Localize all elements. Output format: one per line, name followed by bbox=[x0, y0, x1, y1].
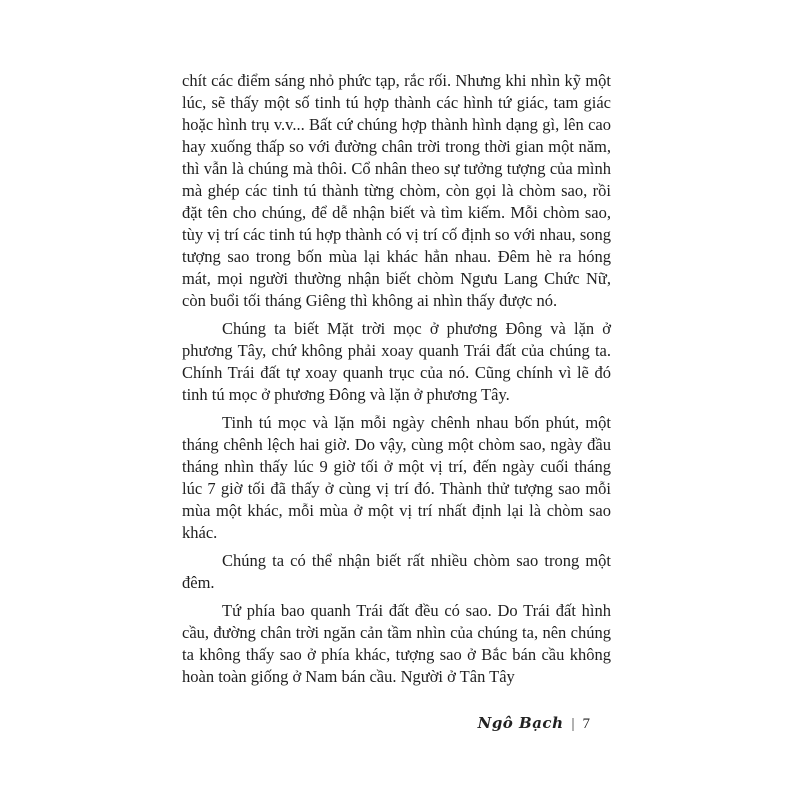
paragraph: chít các điểm sáng nhỏ phức tạp, rắc rối. Nhưng khi nhìn kỹ một lúc, sẽ thấy một số tinh tú hợp thành các hình tứ giác, tam giác hoặc hình trụ v.v... Bất cứ chúng hợp thành hình dạng gì, lên cao hay xuống thấp so với đường chân trời trong thời gian một năm, thì vẫn là chúng mà thôi. Cổ nhân theo sự tưởng tượng của mình mà ghép các tinh tú thành từng chòm, còn gọi là chòm sao, rồi đặt tên cho chúng, để dễ nhận biết và tìm kiếm. Mỗi chòm sao, tùy vị trí các tinh tú hợp thành có vị trí cố định so với nhau, song tượng sao trong bốn mùa lại khác hẳn nhau. Đêm hè ra hóng mát, mọi người thường nhận biết chòm Ngưu Lang Chức Nữ, còn buổi tối tháng Giêng thì không ai nhìn thấy được nó. bbox=[182, 71, 611, 310]
paragraph: Tứ phía bao quanh Trái đất đều có sao. Do Trái đất hình cầu, đường chân trời ngăn cản tầm nhìn của chúng ta, nên chúng ta không thấy sao ở phía khác, tượng sao ở Bắc bán cầu không hoàn toàn giống ở Nam bán cầu. Người ở Tân Tây bbox=[182, 601, 611, 686]
paragraph: Chúng ta có thể nhận biết rất nhiều chòm sao trong một đêm. bbox=[182, 551, 611, 592]
paragraph: Chúng ta biết Mặt trời mọc ở phương Đông và lặn ở phương Tây, chứ không phải xoay quanh Trái đất của chúng ta. Chính Trái đất tự xoay quanh trục của nó. Cũng chính vì lẽ đó tinh tú mọc ở phương Đông và lặn ở phương Tây. bbox=[182, 319, 611, 404]
body-text bbox=[182, 70, 611, 688]
page-number: 7 bbox=[582, 716, 590, 732]
paragraph: Tinh tú mọc và lặn mỗi ngày chênh nhau bốn phút, một tháng chênh lệch hai giờ. Do vậy, cùng một chòm sao, ngày đầu tháng nhìn thấy lúc 9 giờ tối ở một vị trí, đến ngày cuối tháng lúc 7 giờ tối đã thấy ở cùng vị trí đó. Thành thử tượng sao mỗi mùa một khác, mỗi mùa ở một vị trí nhất định lại là chòm sao khác. bbox=[182, 413, 611, 542]
footer-separator: | bbox=[571, 716, 575, 732]
author-name: Ngô Bạch bbox=[477, 714, 564, 732]
page-footer bbox=[478, 712, 590, 735]
